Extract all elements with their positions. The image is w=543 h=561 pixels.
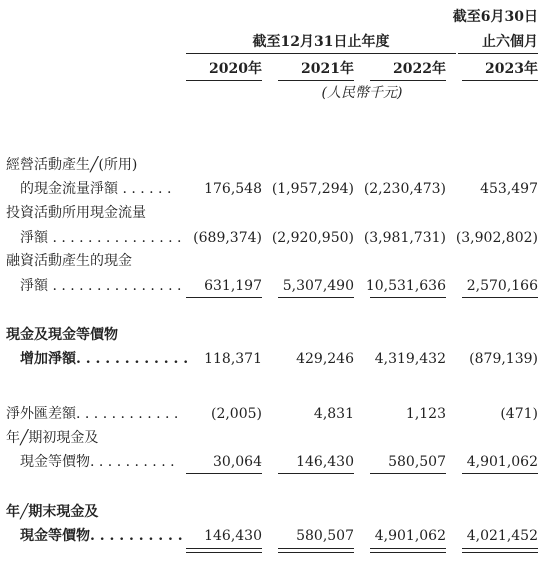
cell: 4,901,062 [374, 528, 446, 544]
total-double-rule [278, 548, 354, 553]
total-double-rule [370, 548, 446, 553]
row-label-cont: 現金等價物. . . . . . . . . . [20, 454, 175, 470]
cell: 176,548 [204, 181, 262, 197]
row-label: 經營活動產生╱(所用) [6, 157, 138, 173]
cell: 2,570,166 [466, 278, 538, 294]
row-label: 融資活動產生的現金 [6, 253, 132, 269]
cell: (3,902,802) [455, 230, 538, 246]
subtotal-rule [370, 473, 446, 474]
subtotal-rule [370, 297, 446, 298]
cell: 4,319,432 [374, 351, 446, 367]
row-label: 淨外匯差額. . . . . . . . . . . . [6, 406, 179, 422]
row-label-cont: 增加淨額. . . . . . . . . . . . [20, 351, 189, 367]
row-label: 年╱期初現金及 [6, 430, 99, 446]
subtotal-rule [186, 297, 262, 298]
subtotal-rule [186, 473, 262, 474]
header-six-months: 止六個月 [482, 34, 538, 50]
cell: 1,123 [405, 406, 446, 422]
cell: 10,531,636 [365, 278, 446, 294]
cell: 4,901,062 [466, 454, 538, 470]
cell: (2,230,473) [363, 181, 446, 197]
cell: 453,497 [480, 181, 538, 197]
cell: (879,139) [469, 351, 538, 367]
row-label: 現金及現金等價物 [6, 327, 118, 343]
cell: 580,507 [388, 454, 446, 470]
cell: (471) [500, 406, 538, 422]
cell: 4,831 [313, 406, 354, 422]
header-year-2020: 2020年 [209, 61, 262, 77]
header-year-2023: 2023年 [485, 61, 538, 77]
year-underline [186, 80, 262, 81]
row-label-cont: 淨額 . . . . . . . . . . . . . . . [20, 230, 182, 246]
header-period-date: 截至6月30日 [452, 9, 538, 25]
total-double-rule [186, 548, 262, 553]
cell: 118,371 [204, 351, 262, 367]
header-six-months-underline [458, 53, 538, 54]
cell: 631,197 [204, 278, 262, 294]
subtotal-rule [462, 473, 538, 474]
header-year-2022: 2022年 [393, 61, 446, 77]
subtotal-rule [278, 473, 354, 474]
year-underline [278, 80, 354, 81]
year-underline [370, 80, 446, 81]
row-label-cont: 淨額 . . . . . . . . . . . . . . . [20, 278, 182, 294]
cell: (1,957,294) [271, 181, 354, 197]
cell: (3,981,731) [363, 230, 446, 246]
header-year-2021: 2021年 [301, 61, 354, 77]
cell: (689,374) [193, 230, 262, 246]
cell: 429,246 [296, 351, 354, 367]
cell: 146,430 [204, 528, 262, 544]
row-label-cont: 的現金流量淨額 . . . . . . [20, 181, 172, 197]
header-year-group: 截至12月31日止年度 [252, 34, 390, 50]
cell: 5,307,490 [282, 278, 354, 294]
unit-label: (人民幣千元) [321, 85, 403, 101]
row-label: 年╱期末現金及 [6, 504, 99, 520]
cell: (2,920,950) [271, 230, 354, 246]
row-label-cont: 現金等價物. . . . . . . . . . [20, 528, 183, 544]
header-group-underline [186, 53, 456, 54]
subtotal-rule [462, 297, 538, 298]
subtotal-rule [278, 297, 354, 298]
cell: 580,507 [296, 528, 354, 544]
cell: (2,005) [210, 406, 262, 422]
year-underline [462, 80, 538, 81]
cell: 30,064 [213, 454, 262, 470]
total-double-rule [462, 548, 538, 553]
row-label: 投資活動所用現金流量 [6, 205, 146, 221]
cell: 146,430 [296, 454, 354, 470]
cell: 4,021,452 [466, 528, 538, 544]
